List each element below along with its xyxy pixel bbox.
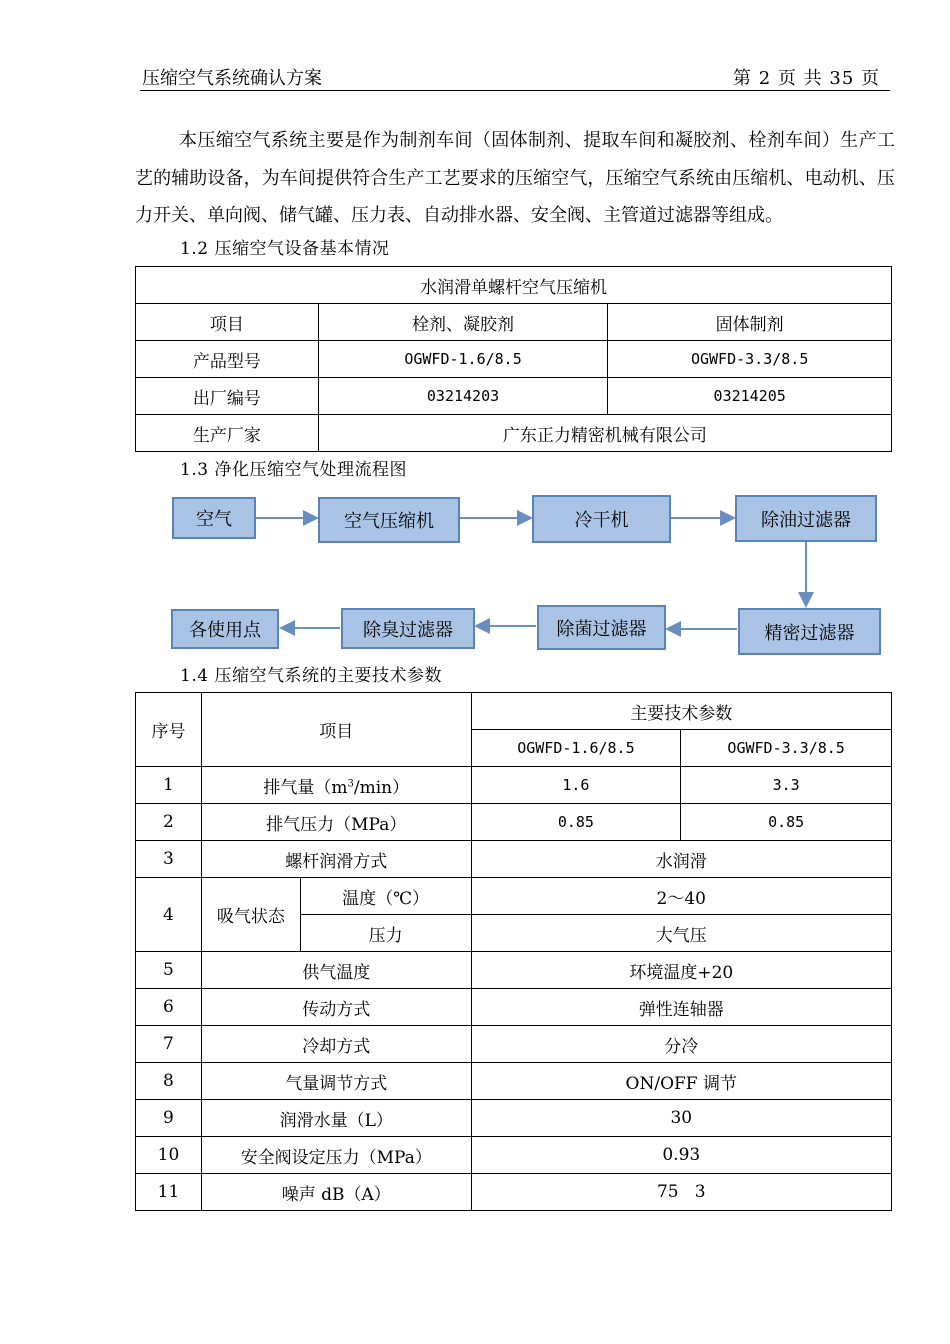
- row-no: 1: [136, 767, 202, 804]
- cell: 75 3: [471, 1174, 891, 1211]
- row-item: 传动方式: [201, 989, 471, 1026]
- row-no: 11: [136, 1174, 202, 1211]
- row-group: 吸气状态: [201, 878, 300, 952]
- section-1-4-heading: 1.4 压缩空气系统的主要技术参数: [180, 666, 442, 686]
- doc-title: 压缩空气系统确认方案: [142, 68, 322, 89]
- row-item: 噪声 dB（A）: [201, 1174, 471, 1211]
- cell: ON/OFF 调节: [471, 1063, 891, 1100]
- flow-box-dryer: 冷干机: [532, 495, 671, 543]
- model-b-header: OGWFD-3.3/8.5: [681, 730, 892, 767]
- flow-box-oil-filter: 除油过滤器: [735, 495, 877, 542]
- row-item: 润滑水量（L）: [201, 1100, 471, 1137]
- cell: 大气压: [471, 915, 891, 952]
- section-1-2-heading: 1.2 压缩空气设备基本情况: [180, 239, 390, 259]
- cell: 环境温度+20: [471, 952, 891, 989]
- flow-box-precision-filter: 精密过滤器: [738, 608, 881, 655]
- row-no: 10: [136, 1137, 202, 1174]
- maker-cell: 广东正力精密机械有限公司: [318, 415, 891, 452]
- flow-box-air: 空气: [172, 497, 256, 539]
- row-label: 出厂编号: [136, 378, 319, 415]
- cell: 03214203: [318, 378, 608, 415]
- cell: OGWFD-3.3/8.5: [608, 341, 892, 378]
- cell: 弹性连轴器: [471, 989, 891, 1026]
- cell: 水润滑: [471, 841, 891, 878]
- row-item: 供气温度: [201, 952, 471, 989]
- row-no: 2: [136, 804, 202, 841]
- section-1-3-heading: 1.3 净化压缩空气处理流程图: [180, 460, 407, 480]
- cell: 分冷: [471, 1026, 891, 1063]
- row-item: 排气压力（MPa）: [201, 804, 471, 841]
- header-cell: 固体制剂: [608, 304, 892, 341]
- row-label: 产品型号: [136, 341, 319, 378]
- flow-box-use-points: 各使用点: [171, 609, 279, 649]
- row-item: 安全阀设定压力（MPa）: [201, 1137, 471, 1174]
- cell: OGWFD-1.6/8.5: [318, 341, 608, 378]
- col-params-header: 主要技术参数: [471, 693, 891, 730]
- cell: 30: [471, 1100, 891, 1137]
- row-no: 4: [136, 878, 202, 952]
- equipment-table-title: 水润滑单螺杆空气压缩机: [136, 267, 892, 304]
- cell: 03214205: [608, 378, 892, 415]
- row-no: 7: [136, 1026, 202, 1063]
- cell: 0.93: [471, 1137, 891, 1174]
- cell: 1.6: [471, 767, 681, 804]
- row-subitem: 压力: [300, 915, 471, 952]
- col-no-header: 序号: [136, 693, 202, 767]
- header-cell: 栓剂、凝胶剂: [318, 304, 608, 341]
- cell: 3.3: [681, 767, 892, 804]
- row-label: 生产厂家: [136, 415, 319, 452]
- flow-box-sterile-filter: 除菌过滤器: [537, 605, 666, 650]
- flow-box-compressor: 空气压缩机: [318, 497, 460, 543]
- header-cell: 项目: [136, 304, 319, 341]
- intro-paragraph: 本压缩空气系统主要是作为制剂车间（固体制剂、提取车间和凝胶剂、栓剂车间）生产工艺的辅助设备，为车间提供符合生产工艺要求的压缩空气，压缩空气系统由压缩机、电动机、压力开关、单向阀、储气罐、压力表、自动排水器、安全阀、主管道过滤器等组成。: [135, 130, 895, 226]
- row-no: 8: [136, 1063, 202, 1100]
- param-table: [135, 692, 892, 1211]
- row-no: 5: [136, 952, 202, 989]
- model-a-header: OGWFD-1.6/8.5: [471, 730, 681, 767]
- cell: 0.85: [471, 804, 681, 841]
- row-no: 9: [136, 1100, 202, 1137]
- row-item: 气量调节方式: [201, 1063, 471, 1100]
- col-item-header: 项目: [201, 693, 471, 767]
- row-item: 冷却方式: [201, 1026, 471, 1063]
- cell: 0.85: [681, 804, 892, 841]
- row-no: 3: [136, 841, 202, 878]
- cell: 2～40: [471, 878, 891, 915]
- flow-box-deodor-filter: 除臭过滤器: [341, 608, 475, 649]
- row-subitem: 温度（℃）: [300, 878, 471, 915]
- row-no: 6: [136, 989, 202, 1026]
- row-item: 螺杆润滑方式: [201, 841, 471, 878]
- page-number: 第 2 页 共 35 页: [733, 68, 880, 89]
- row-item: 排气量$(m^3/\min)$: [201, 767, 471, 804]
